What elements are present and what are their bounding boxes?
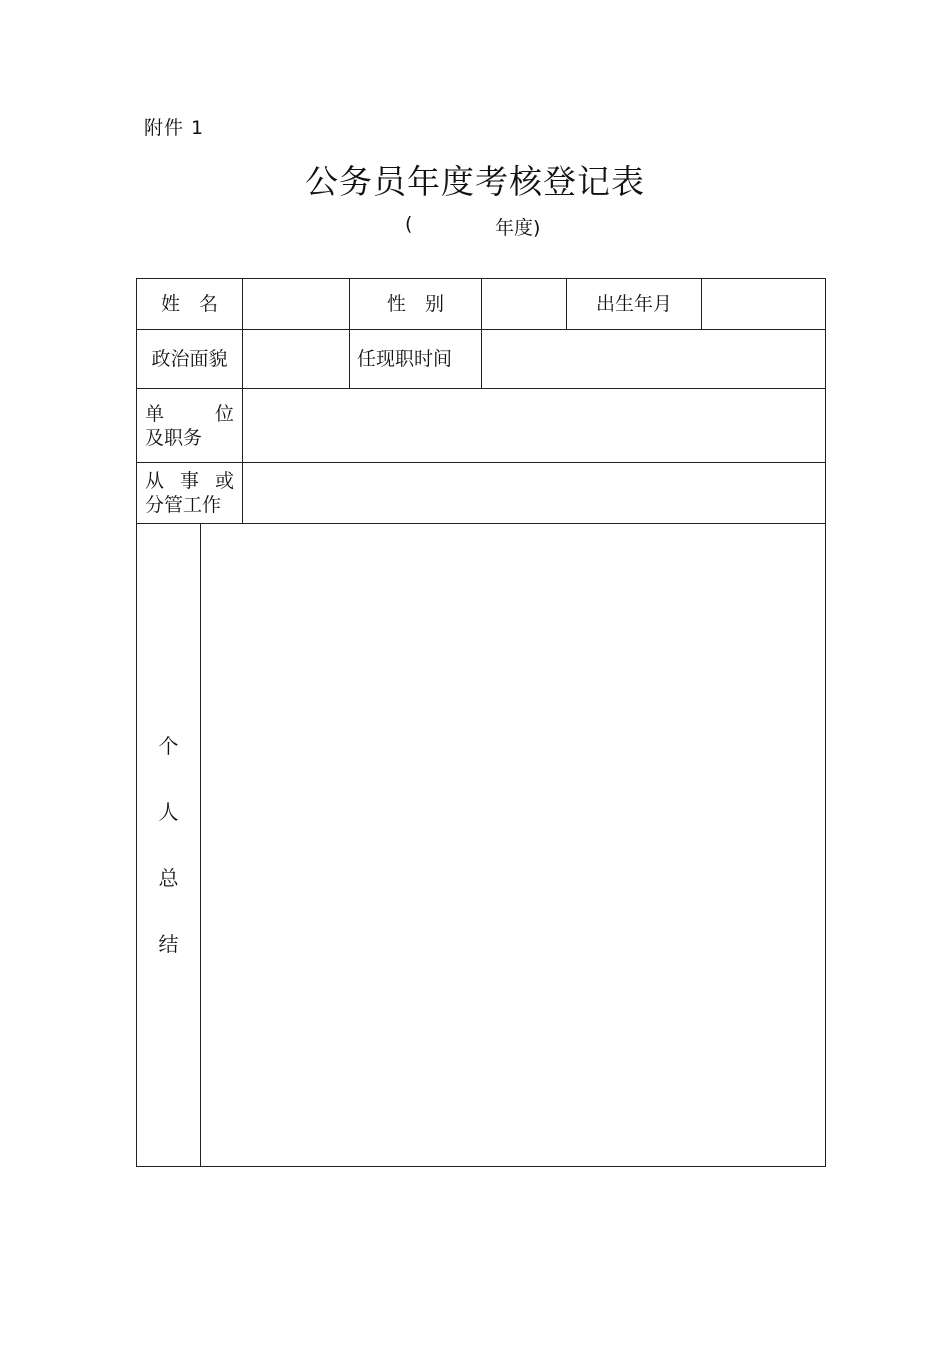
summary-char-4: 结 xyxy=(158,932,179,956)
work-label-line1: 从 事 或 xyxy=(145,470,234,492)
unit-label xyxy=(136,388,243,463)
name-label: 姓 名 xyxy=(136,278,243,330)
work-field[interactable] xyxy=(242,462,826,524)
gender-field[interactable] xyxy=(481,278,567,330)
summary-char-1: 个 xyxy=(158,734,179,758)
unit-label-line1: 单 位 xyxy=(145,402,234,425)
year-label: 年度) xyxy=(495,217,541,239)
birth-label: 出生年月 xyxy=(566,278,702,330)
attachment-label: 附件 1 xyxy=(144,117,205,139)
name-field[interactable] xyxy=(242,278,350,330)
work-label-line2: 分管工作 xyxy=(145,494,222,516)
gender-label: 性 别 xyxy=(349,278,482,330)
summary-char-2: 人 xyxy=(158,800,179,824)
tenure-field[interactable] xyxy=(481,329,826,389)
summary-field[interactable] xyxy=(200,523,826,1167)
unit-label-line2: 及职务 xyxy=(145,426,203,449)
page-title: 公务员年度考核登记表 xyxy=(305,162,645,201)
registration-form xyxy=(136,278,826,1167)
birth-field[interactable] xyxy=(701,278,826,330)
work-label xyxy=(136,462,243,524)
unit-field[interactable] xyxy=(242,388,826,463)
year-open-paren: ( xyxy=(405,213,413,235)
tenure-label: 任现职时间 xyxy=(349,329,482,389)
political-label: 政治面貌 xyxy=(136,329,243,389)
summary-char-3: 总 xyxy=(158,866,179,890)
summary-label xyxy=(136,523,201,1167)
political-field[interactable] xyxy=(242,329,350,389)
